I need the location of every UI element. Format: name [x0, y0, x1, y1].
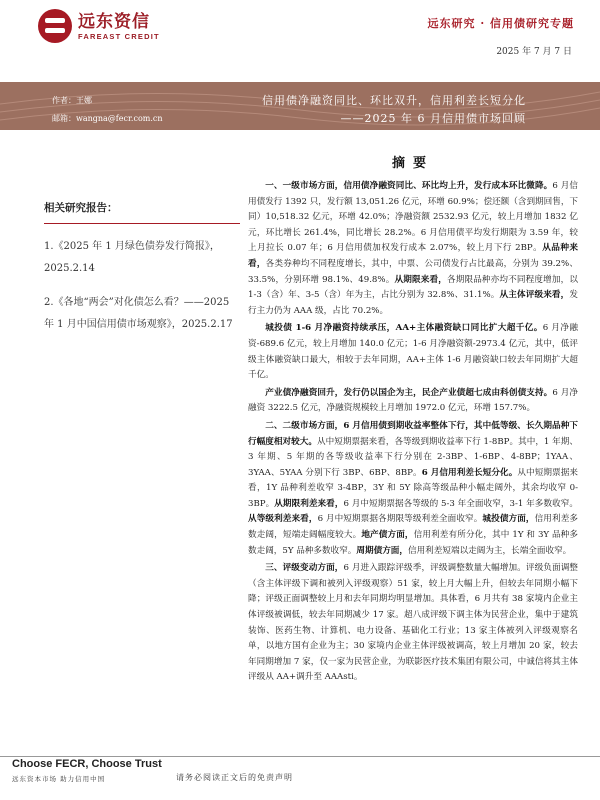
paragraph-text: 信用利差多数走阔，短端走阔幅度较大。: [248, 514, 578, 541]
paragraph-text: 信用利差短端以走阔为主，长端全面收窄。: [407, 545, 572, 556]
paragraph-text: 从中短期票据来看，1Y 品种利差收窄 3-4BP，3Y 和 5Y 除高等级品种小幅走阔外，其余均收窄 0-3BP。: [248, 467, 578, 509]
paragraph-text: 6 月进入跟踪评级季，评级调整数量大幅增加。评级负面调整（含主体评级下调和被列入评级观察）51 家，较上月大幅上升，但较去年同期小幅下降；评级正面调整较上月和去年同期均明显增加。具体看，6 月共有 38 家境内企业主体评级被调低，较去年同期减少 17 家。超八成评级下调主体为民营企业，集中于建筑装饰、医药生物、计算机、电力设备、基础化工行业；13 家主体被列入评级观察名单，以地方国有企业为主；30 家境内企业主体评级被调高，较上月增加 20 家，较去年同期增加 7 家，仅一家为民营企业，为联影医疗技术集团有限公司，中诚信将其主体评级从 AA+调升至 AAAsti。: [248, 563, 578, 683]
company-logo-icon: [38, 9, 72, 43]
report-date: 2025 年 7 月 7 日: [496, 47, 572, 57]
paragraph-key-phrase: 一、一级市场方面，信用债净融资同比、环比均上升，发行成本环比微降。: [265, 181, 553, 191]
paragraph-key-phrase: 地产债方面，: [361, 530, 414, 541]
report-title: 信用债净融资同比、环比双升，信用利差长短分化: [262, 94, 526, 107]
abstract-paragraph: [248, 179, 578, 319]
paragraph-text: 信用利差有所分化，其中 1Y 和 3Y 品种多数走阔，5Y 品种多数收窄。: [248, 530, 578, 556]
paragraph-key-phrase: 从期限来看，: [394, 274, 447, 285]
paragraph-key-phrase: 产业债净融资回升，发行仍以国企为主，民企产业债超七成由科创债支持。: [265, 387, 553, 398]
author: 作者：王娜: [52, 96, 92, 105]
abstract-heading: 摘要: [391, 156, 434, 171]
paragraph-text: 6 月信用债发行 1392 只，发行额 13,051.26 亿元，环增 60.9%；偿还额（含到期回售，下同）10,518.32 亿元，环增 42.0%；净融资额 2532.93 亿元，较上月增加 1832 亿元，环比增长 261.4%，同比增长 28.2%。6 月信用债平均发行期限为 3.59 年，较上月拉长 0.07 年；6 月信用债加权发行成本 2.07%，较上月下行 2BP。: [248, 181, 579, 254]
paragraph-key-phrase: 城投债 1-6 月净融资持续承压，AA+主体融资缺口同比扩大超千亿。: [265, 323, 543, 334]
company-logo: [38, 9, 160, 43]
paragraph-text: 从中短期票据来看，各等级到期收益率下行 1-8BP。其中，1 年期、3 年期、5 年期的各等级收益率下行分别在 2-3BP、1-6BP、4-8BP；1YAA、3YAA、5YAA 分别下行 3BP、6BP、8BP。: [248, 436, 578, 478]
author-email[interactable]: 邮箱：wangna@fecr.com.cn: [52, 114, 163, 123]
paragraph-key-phrase: 从等级利差来看，: [248, 514, 318, 525]
paragraph-text: 6 月中短期票据各期限等级利差全面收窄。: [317, 514, 483, 525]
paragraph-text: 各期限品种亦均不同程度增加，以 1-3（含）年、3-5（含）年为主，占比分别为 32.8%、31.1%。: [248, 274, 578, 301]
abstract-section: [248, 152, 578, 688]
abstract-paragraph: [248, 561, 578, 686]
paragraph-text: 6 月净融资-689.6 亿元，较上月增加 140.0 亿元；1-6 月净融资额-2973.4 亿元，其中，低评级主体融资缺口最大，相较于去年同期，AA+主体 1-6 月融资缺口较去年同期扩大超千亿。: [248, 323, 578, 381]
paragraph-key-phrase: 城投债方面，: [482, 514, 535, 525]
company-name-cn: 远东资信: [78, 11, 150, 32]
paragraph-text: 6 月中短期票据各等级的 5-3 年全面收窄，3-1 年多数收窄。: [343, 498, 578, 509]
paragraph-key-phrase: 6 月信用利差长短分化。: [421, 467, 518, 478]
footer-divider: [0, 756, 600, 757]
footer-slogan: Choose FECR, Choose Trust: [12, 758, 162, 770]
paragraph-key-phrase: 从期限利差来看，: [274, 498, 344, 509]
paragraph-text: 6 月净融资 3222.5 亿元，净融资规模较上月增加 1972.0 亿元，环增 157.7%。: [248, 387, 578, 414]
company-name-en: FAREAST CREDIT: [78, 31, 160, 41]
related-report-item[interactable]: 1.《2025 年 1 月绿色债券发行简报》，2025.2.14: [44, 241, 220, 274]
paragraph-key-phrase: 从主体评级来看，: [499, 290, 570, 301]
report-series: 远东研究 · 信用债研究专题: [427, 17, 574, 30]
related-reports-title: 相关研究报告：: [44, 200, 240, 224]
paragraph-text: 发行主力仍为 AAA 级，占比 70.2%。: [248, 290, 578, 316]
abstract-body: [248, 179, 578, 686]
abstract-paragraph: [248, 419, 578, 559]
related-report-item[interactable]: 2.《各地“两会”对化债怎么看？——2025 年 1 月中国信用债市场观察》，2025.2.17: [44, 297, 233, 330]
paragraph-key-phrase: 三、评级变动方面，: [265, 563, 344, 574]
footer-slogan-cn: 远东资本市场 助力信用中国: [12, 775, 106, 783]
paragraph-key-phrase: 从品种来看，: [248, 243, 578, 269]
footer-disclaimer: 请务必阅读正文后的免责声明: [176, 773, 293, 782]
paragraph-key-phrase: 周期债方面，: [356, 545, 408, 556]
paragraph-key-phrase: 二、二级市场方面，6 月信用债到期收益率整体下行，其中低等级、长久期品种下行幅度相对较大。: [248, 420, 578, 447]
abstract-paragraph: [248, 321, 578, 383]
paragraph-text: 各类券种均不同程度增长，其中，中票、公司债发行占比最高，分别为 39.2%、33.5%，分别环增 98.1%、49.8%。: [248, 258, 578, 285]
abstract-paragraph: [248, 386, 578, 417]
report-header: [0, 0, 600, 70]
related-reports: [44, 200, 240, 336]
report-subtitle: ——2025 年 6 月信用债市场回顾: [340, 112, 526, 125]
